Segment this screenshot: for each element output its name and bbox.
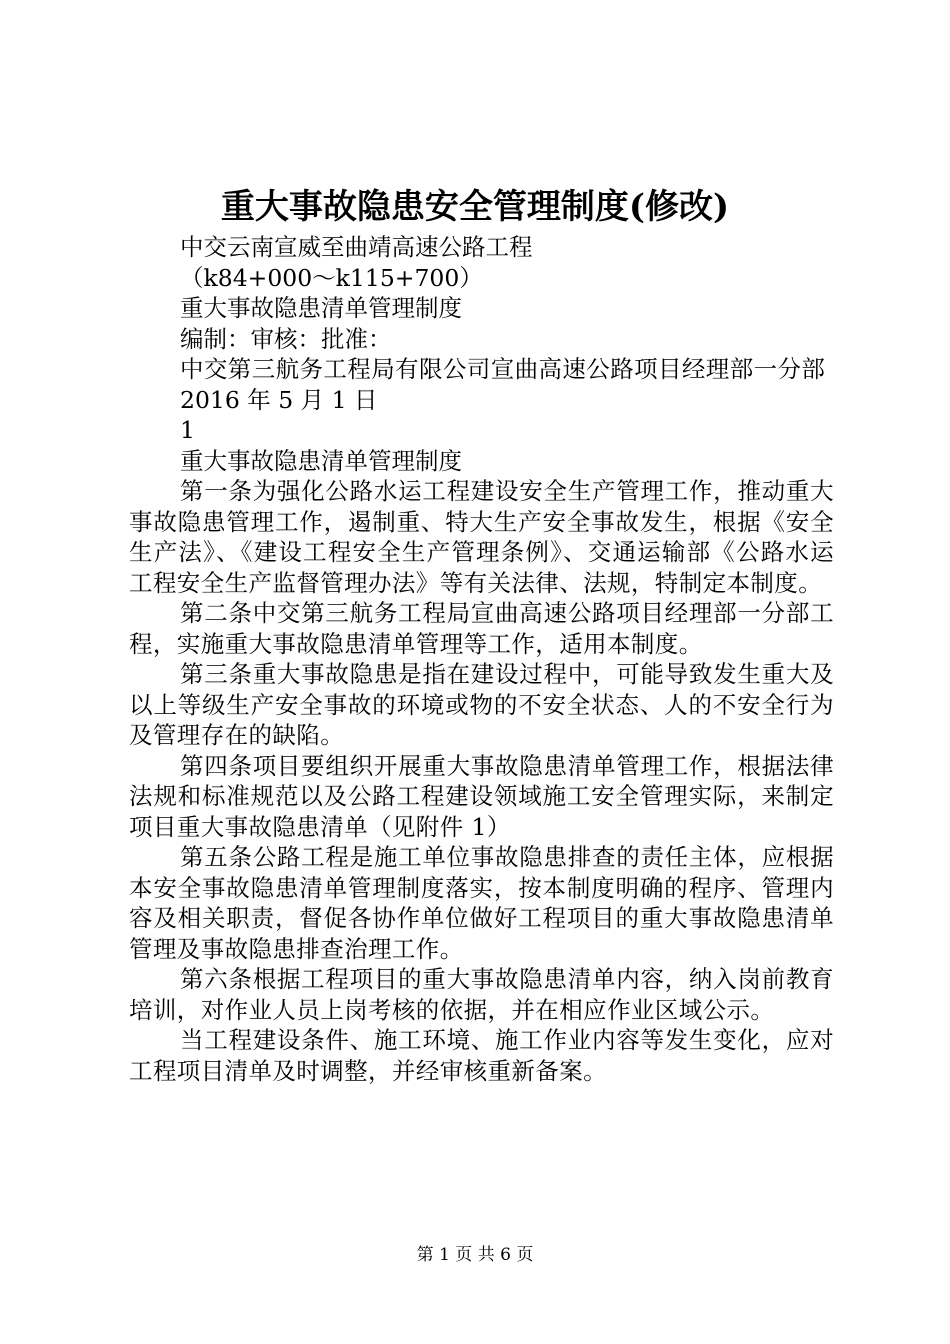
article-5: 第五条公路工程是施工单位事故隐患排查的责任主体，应根据本安全事故隐患清单管理制度落实，按本制度明确的程序、管理内容及相关职责，督促各协作单位做好工程项目的重大事故隐患清单管理及事故隐患排查治理工作。 [129,843,834,963]
section-heading: 重大事故隐患清单管理制度 [180,446,462,475]
page-footer: 第 1 页 共 6 页 [416,1245,534,1265]
article-6-supplement: 当工程建设条件、施工环境、施工作业内容等发生变化，应对工程项目清单及时调整，并经审核重新备案。 [129,1026,834,1085]
approval-line: 编制：审核：批准： [180,324,392,353]
document-title: 重大事故隐患安全管理制度(修改) [220,187,730,227]
document-body [129,232,834,1086]
date-line: 2016 年 5 月 1 日 [180,385,378,414]
project-name-line: 中交云南宣威至曲靖高速公路工程 [180,233,533,261]
article-6: 第六条根据工程项目的重大事故隐患清单内容，纳入岗前教育培训，对作业人员上岗考核的依据，并在相应作业区域公示。 [129,965,834,1024]
article-3: 第三条重大事故隐患是指在建设过程中，可能导致发生重大及以上等级生产安全事故的环境或物的不安全状态、人的不安全行为及管理存在的缺陷。 [129,660,834,749]
chainage-line: （k84+000～k115+700） [180,263,483,292]
article-1: 第一条为强化公路水运工程建设安全生产管理工作，推动重大事故隐患管理工作，遏制重、特大生产安全事故发生，根据《安全生产法》、《建设工程安全生产管理条例》、交通运输部《公路水运工程安全生产监督管理办法》等有关法律、法规，特制定本制度。 [129,477,834,597]
page-number-line: 1 [180,416,195,444]
article-4: 第四条项目要组织开展重大事故隐患清单管理工作，根据法律法规和标准规范以及公路工程建设领域施工安全管理实际，来制定项目重大事故隐患清单（见附件 1） [129,751,834,841]
organization-line: 中交第三航务工程局有限公司宣曲高速公路项目经理部一分部 [180,355,826,383]
subtitle-line: 重大事故隐患清单管理制度 [180,294,462,322]
article-2: 第二条中交第三航务工程局宣曲高速公路项目经理部一分部工程，实施重大事故隐患清单管理等工作，适用本制度。 [129,599,834,658]
